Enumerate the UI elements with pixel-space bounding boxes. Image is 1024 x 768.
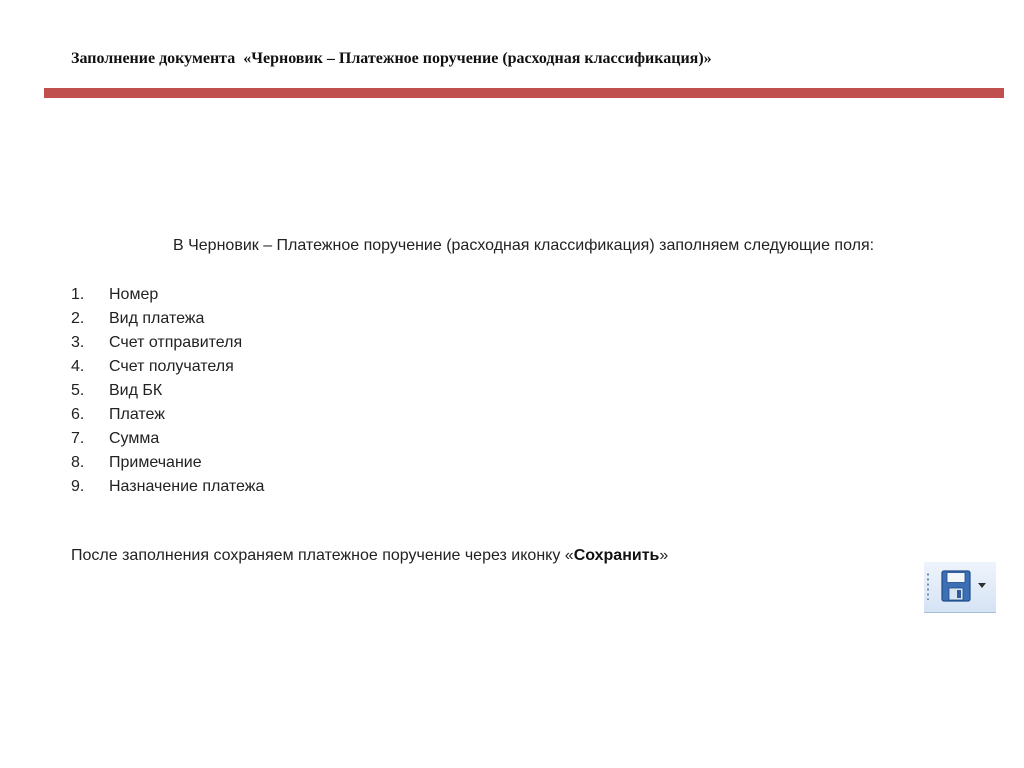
list-item-number: 9. <box>71 478 85 495</box>
save-instruction-suffix: » <box>659 547 669 564</box>
list-item-label: Вид платежа <box>109 310 205 327</box>
page-title: Заполнение документа «Черновик – Платежное поручение (расходная классификация)» <box>71 50 712 67</box>
list-item-number: 3. <box>71 334 85 351</box>
list-item-label: Счет отправителя <box>109 334 243 351</box>
list-item-number: 7. <box>71 430 85 447</box>
save-instruction-prefix: После заполнения сохраняем платежное поручение через иконку « <box>71 547 574 564</box>
list-item <box>71 379 264 403</box>
list-item-number: 5. <box>71 382 85 399</box>
list-item <box>71 283 264 307</box>
list-item <box>71 451 264 475</box>
list-item-number: 4. <box>71 358 85 375</box>
list-item <box>71 331 264 355</box>
grip-icon <box>927 572 929 600</box>
list-item-number: 8. <box>71 454 85 471</box>
save-toolbar-snippet <box>924 562 996 613</box>
save-instruction-bold: Сохранить <box>573 547 660 564</box>
list-item-number: 6. <box>71 406 85 423</box>
list-item <box>71 403 264 427</box>
list-item-label: Платеж <box>109 406 165 423</box>
save-instruction <box>71 547 668 565</box>
list-item <box>71 427 264 451</box>
field-list <box>71 283 264 499</box>
list-item-label: Примечание <box>109 454 202 471</box>
list-item-number: 1. <box>71 286 85 303</box>
list-item <box>71 307 264 331</box>
list-item-label: Номер <box>109 286 159 303</box>
list-item <box>71 475 264 499</box>
intro-text: В Черновик – Платежное поручение (расходная классификация) заполняем следующие поля: <box>173 237 875 254</box>
list-item-label: Сумма <box>109 430 160 447</box>
list-item <box>71 355 264 379</box>
title-divider <box>44 88 1004 98</box>
list-item-label: Назначение платежа <box>109 478 265 495</box>
list-item-label: Счет получателя <box>109 358 234 375</box>
floppy-disk-save-icon[interactable] <box>941 570 971 602</box>
list-item-label: Вид БК <box>109 382 163 399</box>
list-item-number: 2. <box>71 310 85 327</box>
dropdown-arrow-icon[interactable] <box>976 580 988 590</box>
